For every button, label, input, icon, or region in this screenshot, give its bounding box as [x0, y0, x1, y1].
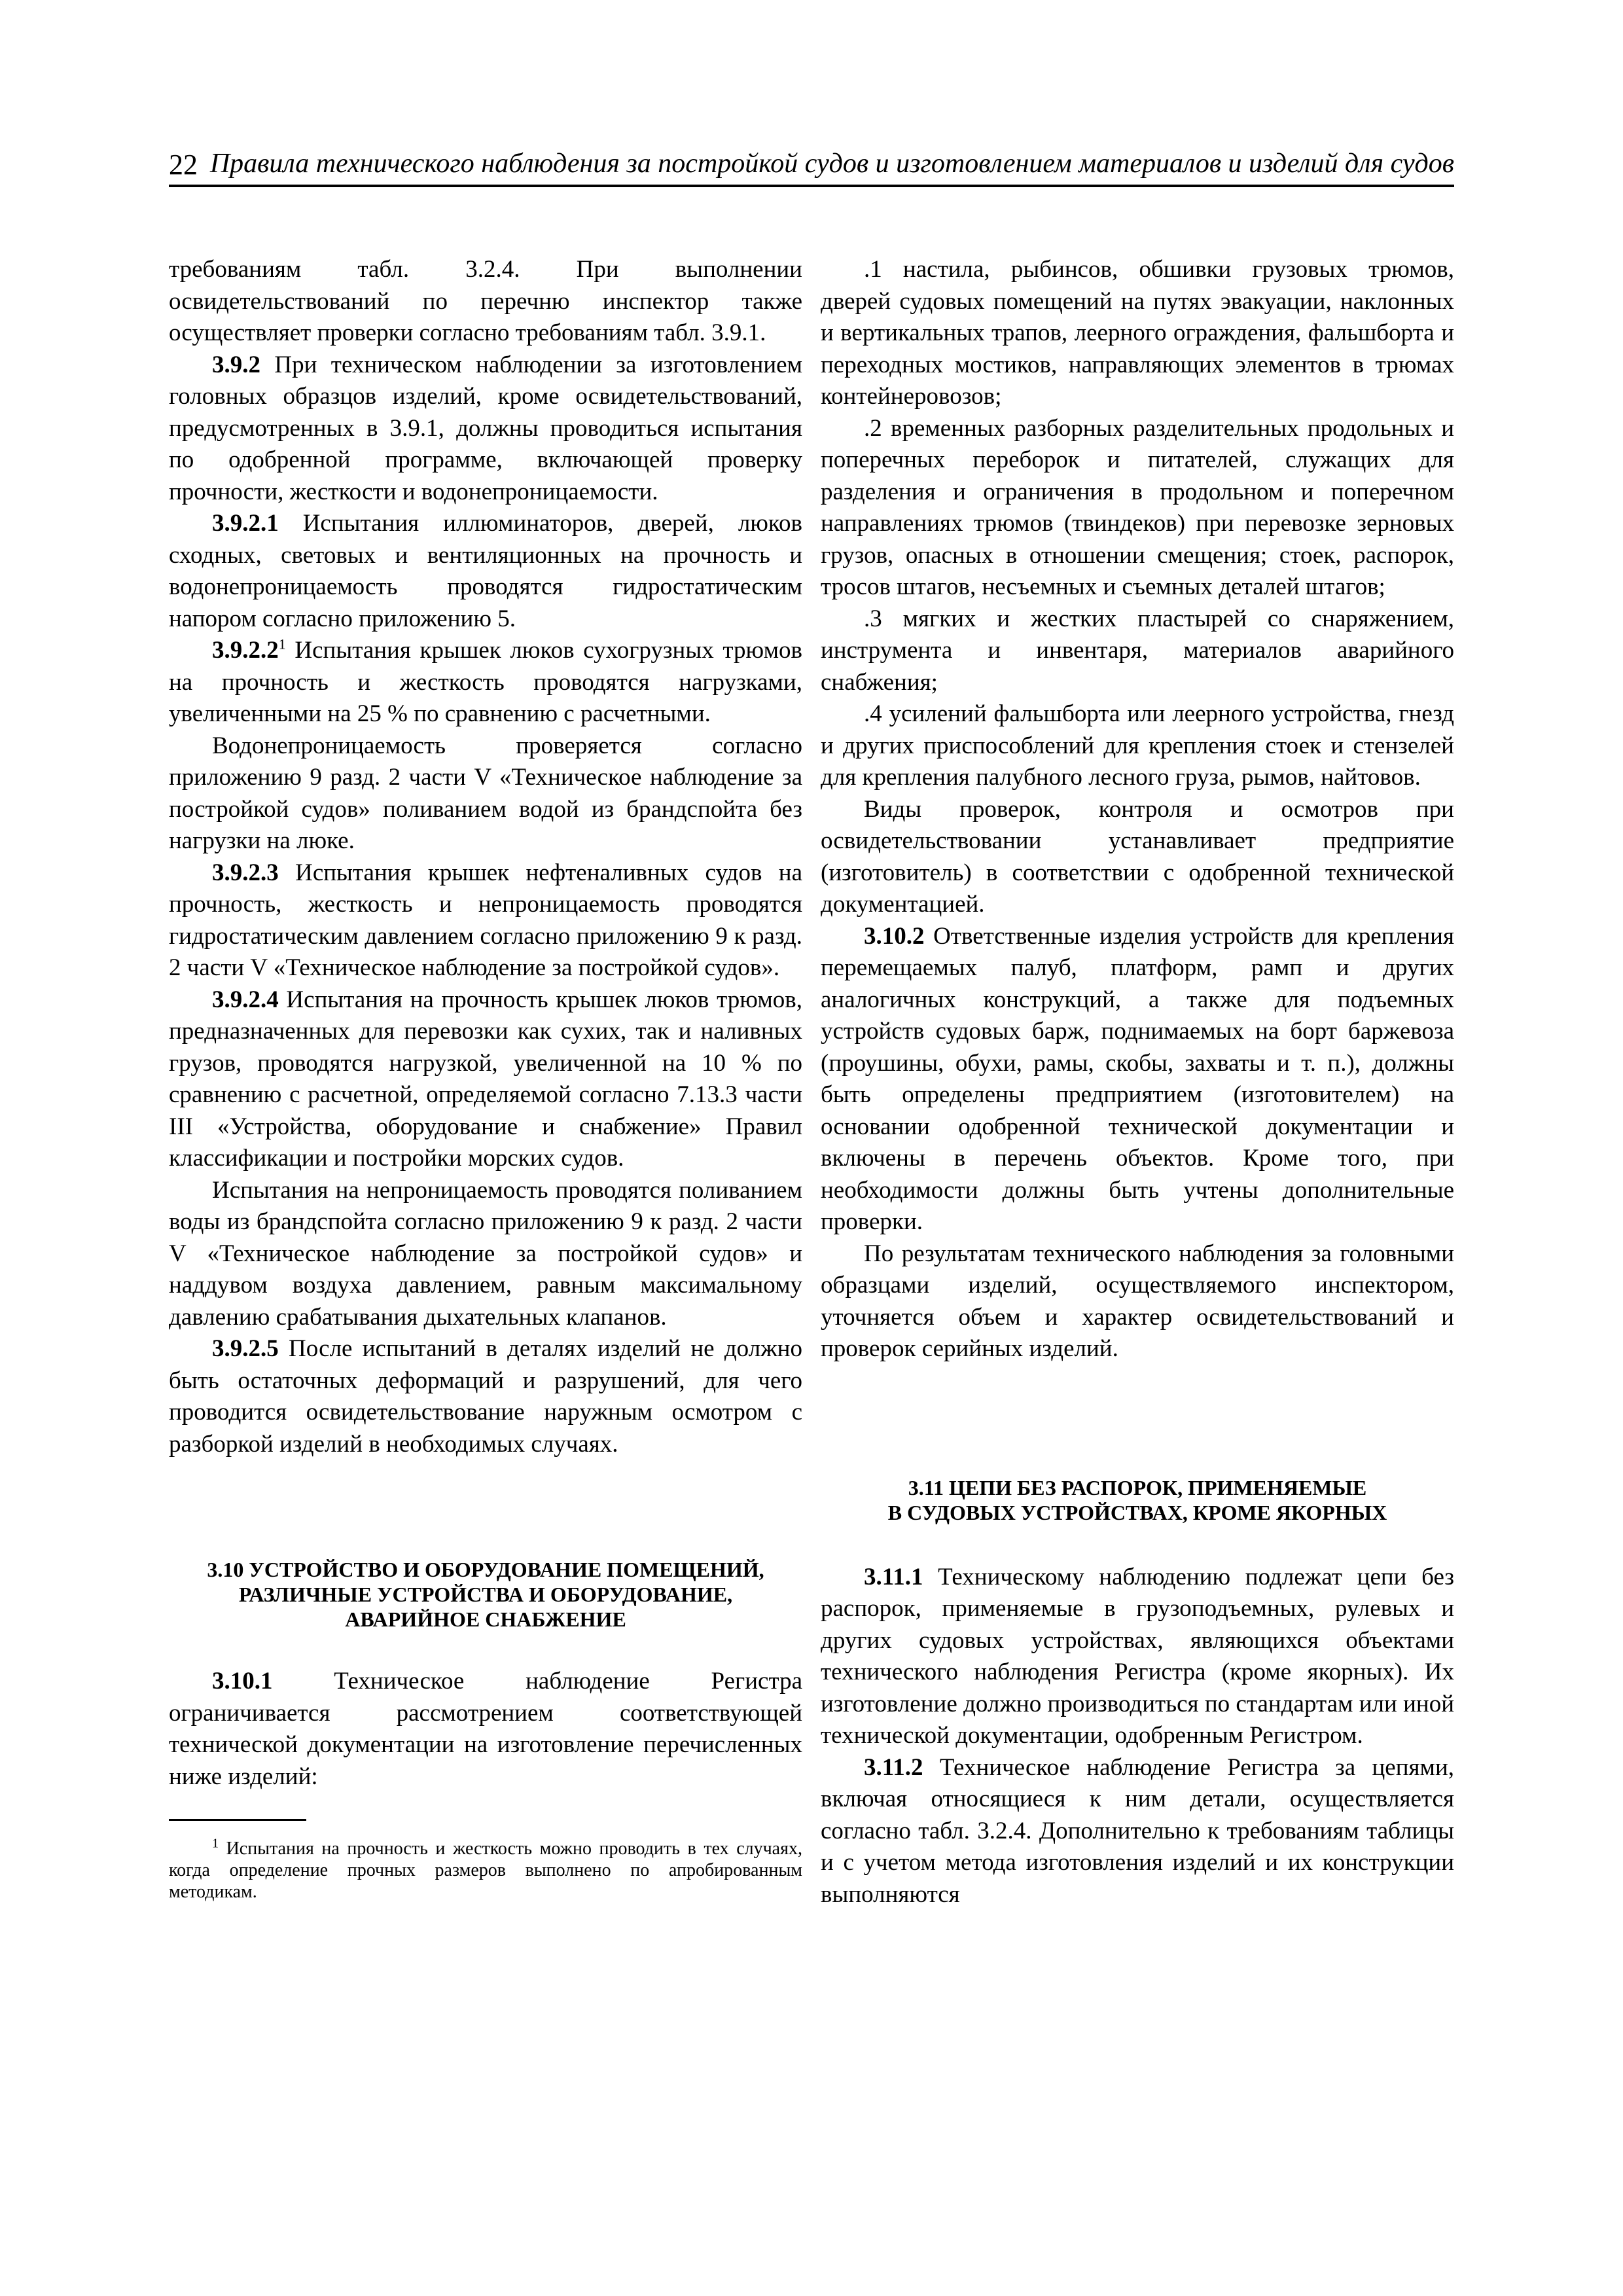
footnote-ref: 1	[278, 636, 286, 653]
heading-line: РАЗЛИЧНЫЕ УСТРОЙСТВА И ОБОРУДОВАНИЕ,	[238, 1583, 733, 1606]
page-number: 22	[169, 149, 198, 181]
paragraph: Водонепроницаемость проверяется согласно приложению 9 разд. 2 части V «Техническое наблюдение за постройкой судов» поливанием водой из брандспойта без нагрузки на люке.	[169, 732, 802, 854]
clause-number: 3.9.2.4	[212, 986, 279, 1013]
footnote-marker: 1	[212, 1836, 219, 1851]
section-heading-3-10	[169, 1557, 802, 1632]
paragraph-3-9-2-3	[169, 857, 802, 984]
footnote-text: Испытания на прочность и жесткость можно проводить в тех случаях, когда определение прочных размеров выполнено по апробированным методикам.	[169, 1839, 802, 1902]
footnote	[169, 1838, 802, 1903]
list-item-2: .2 временных разборных разделительных продольных и поперечных переборок и питателей, служащих для разделения и ограничения в продольном и поперечном направлениях трюмов (твиндеков) при перевозке зерновых грузов, опасных в отношении смещения; стоек, распорок, тросов штагов, несъемных и съемных деталей штагов;	[821, 414, 1454, 600]
heading-line: В СУДОВЫХ УСТРОЙСТВАХ, КРОМЕ ЯКОРНЫХ	[887, 1500, 1387, 1524]
clause-text: Техническое наблюдение Регистра ограничивается рассмотрением соответствующей технической документации на изготовление перечисленных ниже изделий:	[169, 1668, 802, 1790]
paragraph: Виды проверок, контроля и осмотров при освидетельствовании устанавливает предприятие (изготовитель) в соответствии с одобренной технической документацией.	[821, 795, 1454, 918]
clause-number: 3.10.1	[212, 1668, 273, 1695]
paragraph-3-11-2	[821, 1752, 1454, 1911]
left-column	[169, 254, 802, 1903]
paragraph-3-10-2	[821, 921, 1454, 1238]
clause-text: Испытания крышек люков сухогрузных трюмов на прочность и жесткость проводятся нагрузками, увеличенными на 25 % по сравнению с расчетными.	[169, 637, 802, 727]
clause-text: Испытания иллюминаторов, дверей, люков сходных, световых и вентиляционных на прочность и водонепроницаемость проводятся гидростатическим напором согласно приложению 5.	[169, 510, 802, 632]
paragraph: требованиям табл. 3.2.4. При выполнении освидетельствований по перечню инспектор также осуществляет проверки согласно требованиям табл. 3.9.1.	[169, 256, 802, 346]
heading-line: 3.10 УСТРОЙСТВО И ОБОРУДОВАНИЕ ПОМЕЩЕНИЙ,	[207, 1558, 764, 1581]
clause-text: При техническом наблюдении за изготовлением головных образцов изделий, кроме освидетельствований, предусмотренных в 3.9.1, должны проводиться испытания по одобренной программе, включающей проверку прочности, жесткости и водонепроницаемости.	[169, 351, 802, 505]
heading-line: АВАРИЙНОЕ СНАБЖЕНИЕ	[345, 1607, 626, 1631]
clause-text: После испытаний в деталях изделий не должно быть остаточных деформаций и разрушений, для чего проводится освидетельствование наружным осмотром с разборкой изделий в необходимых случаях.	[169, 1335, 802, 1458]
clause-number: 3.9.2.1	[212, 510, 279, 537]
clause-text: Техническому наблюдению подлежат цепи без распорок, применяемые в грузоподъемных, рулевых и других судовых устройствах, являющихся объектами технического наблюдения Регистра (кроме якорных). Их изготовление должно производиться по стандартам или иной технической документации, одобренным Регистром.	[821, 1563, 1454, 1749]
paragraph-3-9-2-2	[169, 635, 802, 730]
clause-text: Испытания на прочность крышек люков трюмов, предназначенных для перевозки как сухих, так и наливных грузов, проводятся нагрузкой, увеличенной на 10 % по сравнению с расчетной, определяемой согласно 7.13.3 части III «Устройства, оборудование и снабжение» Правил классификации и постройки морских судов.	[169, 986, 802, 1172]
paragraph-3-11-1	[821, 1562, 1454, 1752]
heading-line: 3.11 ЦЕПИ БЕЗ РАСПОРОК, ПРИМЕНЯЕМЫЕ	[908, 1475, 1367, 1499]
clause-number: 3.9.2.3	[212, 859, 279, 886]
clause-text: Испытания крышек нефтеналивных судов на прочность, жесткость и непроницаемость проводятся гидростатическим давлением согласно приложению 9 к разд. 2 части V «Техническое наблюдение за постройкой судов».	[169, 859, 802, 981]
clause-number: 3.11.2	[864, 1753, 923, 1781]
page-header	[169, 145, 1454, 187]
footnote-divider	[169, 1819, 306, 1821]
paragraph-3-9-2-5	[169, 1333, 802, 1460]
clause-number: 3.9.2.2	[212, 637, 279, 664]
clause-number: 3.11.1	[864, 1563, 923, 1590]
list-item-3: .3 мягких и жестких пластырей со снаряжением, инструмента и инвентаря, материалов аварийного снабжения;	[821, 605, 1454, 696]
clause-text: Техническое наблюдение Регистра за цепями, включая относящиеся к ним детали, осуществляется согласно табл. 3.2.4. Дополнительно к требованиям таблицы и с учетом метода изготовления изделий и их конструкции выполняются	[821, 1753, 1454, 1908]
running-title: Правила технического наблюдения за постройкой судов и изготовлением материалов и изделий для судов	[209, 149, 1454, 179]
paragraph-3-9-2-4	[169, 984, 802, 1175]
paragraph-3-10-1	[169, 1666, 802, 1793]
paragraph-3-9-2-1	[169, 508, 802, 635]
section-heading-3-11	[821, 1475, 1454, 1525]
clause-text: Ответственные изделия устройств для крепления перемещаемых палуб, платформ, рамп и других аналогичных конструкций, а также для подъемных устройств судовых барж, поднимаемых на борт баржевоза (проушины, обухи, рамы, скобы, захваты и т. п.), должны быть определены предприятием (изготовителем) на основании одобренной технической документации и включены в перечень объектов. Кроме того, при необходимости должны быть учтены дополнительные проверки.	[821, 922, 1454, 1235]
paragraph: Испытания на непроницаемость проводятся поливанием воды из брандспойта согласно приложению 9 к разд. 2 части V «Техническое наблюдение за постройкой судов» и наддувом воздуха давлением, равным максимальному давлению срабатывания дыхательных клапанов.	[169, 1176, 802, 1331]
list-item-4: .4 усилений фальшборта или леерного устройства, гнезд и других приспособлений для крепления стоек и стензелей для крепления палубного лесного груза, рымов, найтовов.	[821, 700, 1454, 791]
clause-number: 3.9.2.5	[212, 1335, 279, 1362]
clause-number: 3.9.2	[212, 351, 260, 378]
clause-number: 3.10.2	[864, 922, 925, 950]
list-item-1: .1 настила, рыбинсов, обшивки грузовых трюмов, дверей судовых помещений на путях эвакуации, наклонных и вертикальных трапов, леерного ограждения, фальшборта и переходных мостиков, направляющих элементов в трюмах контейнеровозов;	[821, 256, 1454, 410]
paragraph: По результатам технического наблюдения за головными образцами изделий, осуществляемого инспектором, уточняется объем и характер освидетельствований и проверок серийных изделий.	[821, 1240, 1454, 1362]
right-column	[821, 254, 1454, 1910]
paragraph-3-9-2	[169, 350, 802, 509]
